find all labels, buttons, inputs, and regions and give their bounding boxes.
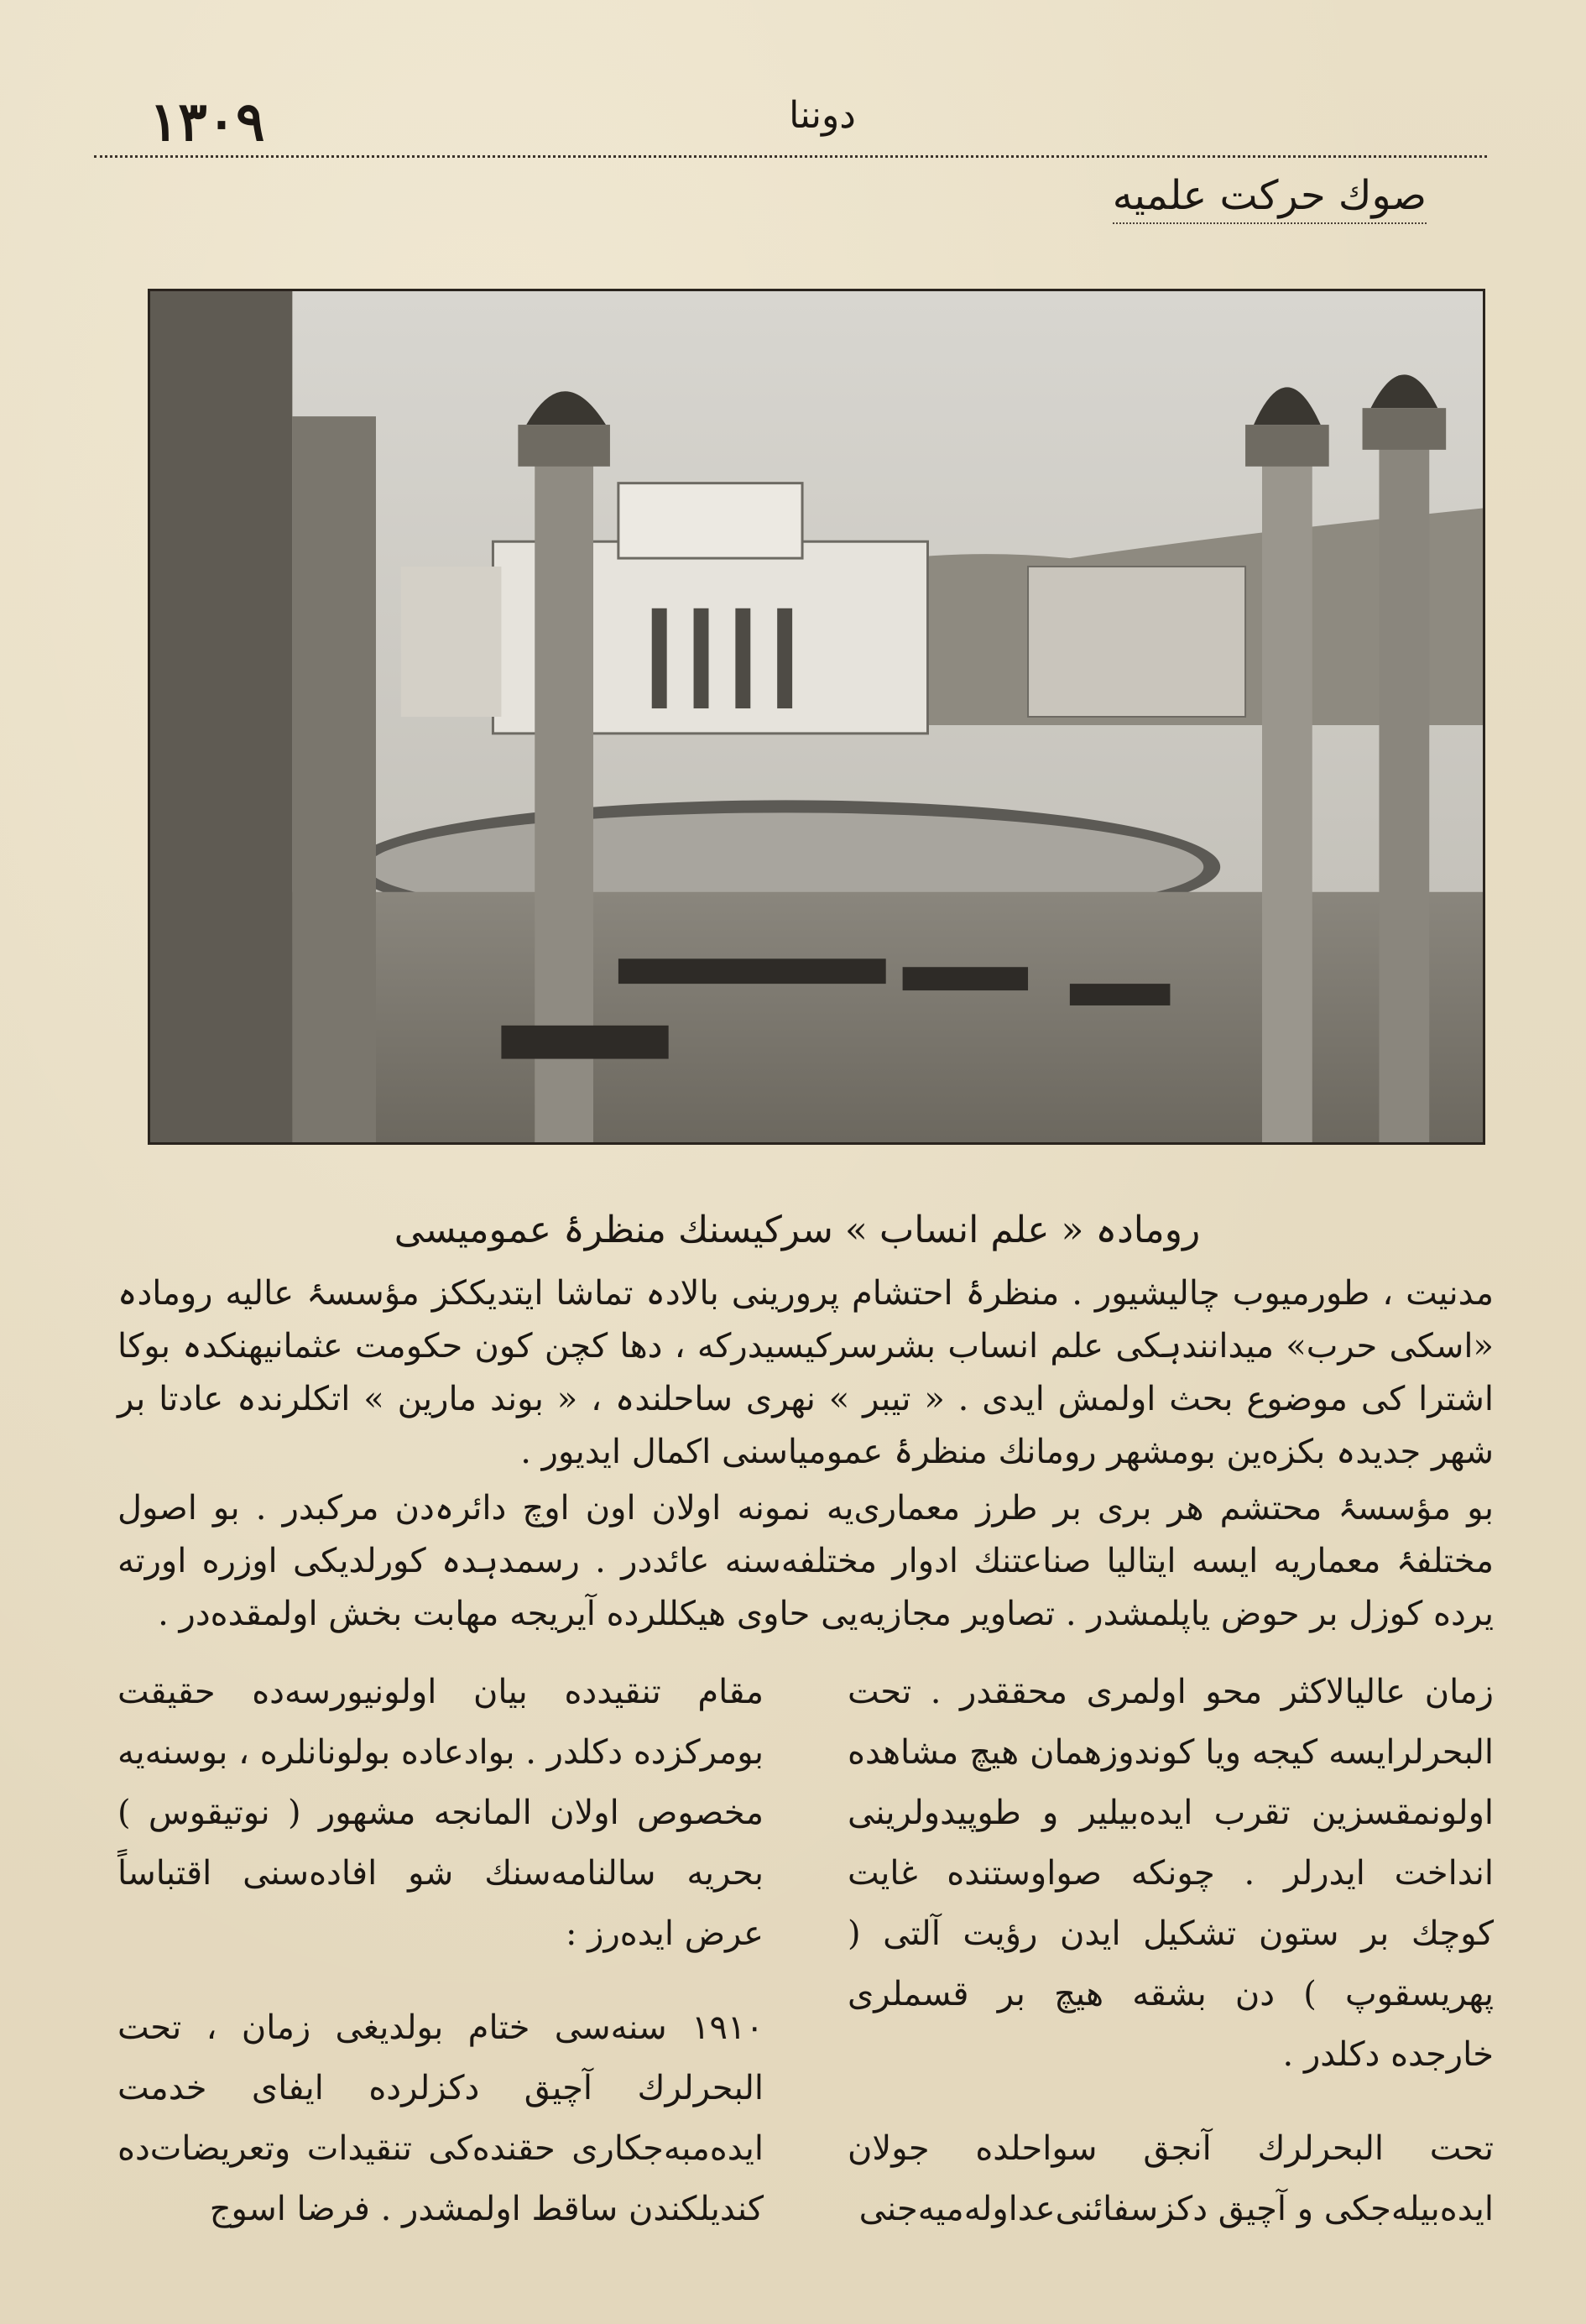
photo-illustration [150,291,1483,1142]
column-paragraph: ١٩١٠ سنه‌سی ختام بولدیغی زمان ، تحت البحرلرك آچیق دکزلرده ایفای خدمت ایده‌مبه‌جکاری حقنده‌کی تنقیدات وتعریضات‌ده کندیلکندن ساقط اولمشدر . فرضا اسوج [117,2008,764,2228]
paragraph-text: مدنیت ، طورمیوب چالیشیور . منظرۂ احتشام پرورینی بالادہ تماشا ایتدیککز مؤسسۂ عالیه رومادہ «اسکی حرب» میدانندہکی علم انساب بشرسرکیسیدرکه ، دها کچن کون حکومت عثمانیهنكدہ بوكا اشترا كی موضوع بحث اولمش ایدی . « تیبر » نهری ساحلندہ ، « بوند مارین » اتکلرندہ عادتا بر شهر جدیدہ بکزه‌ین بومشهر رومانك منظرۂ عمومیاسنی اکمال ایدیور . [117,1274,1494,1471]
column-right [848,1662,1494,2239]
page-number: ١٣٠٩ [149,91,265,154]
photo-caption: رومادہ « علم انساب » سرکیسنك منظرۂ عمومیسی [394,1209,1201,1251]
running-title: دوننا [789,94,856,137]
exhibition-photo [148,289,1485,1145]
section-title: صوك حركت علميه [1112,172,1427,219]
column-paragraph: مقام تنقیدده بیان اولونیورسه‌ده حقیقت بومرکزده دکلدر . بوادعاده بولونانلره ، بوسنه‌یه مخصوص اولان المانجه مشهور ( نوتیقوس ) بحریه سالنامه‌سنك شو افاده‌سنی اقتباساً عرض ایده‌رز : [117,1673,764,1953]
paragraph-text: بو مؤسسۂ محتشم هر بری بر طرز معماری‌یه نمونه اولان اون اوچ دائرہ‌دن مرکبدر . بو اصول مختلفۂ معماریه ایسه ایتالیا صناعتنك ادوار مختلفه‌سنه عائددر . رسمدہدہ کورلدیکی اوزره اورته یرده کوزل بر حوض یاپلمشدر . تصاویر مجازیه‌یی حاوی هیکللرده آیریجه مهابت بخش اولمقده‌در . [117,1489,1494,1633]
paragraph-2 [117,1482,1494,1641]
header-divider [94,155,1487,158]
paragraph-1 [117,1267,1494,1479]
column-paragraph: زمان عالیالاکثر محو اولمری محققدر . تحت البحرلرایسه کیجه ویا کوندوزهمان هیچ مشاهده اولونمقسزین تقرب ایده‌بیلیر و طوپیدولرینی انداخت ایدرلر . چونکه صواوستنده غایت کوچك بر ستون تشکیل ایدن رؤیت آلتی ( پهریسقوپ ) دن بشقه هیچ بر قسملری خارجده دکلدر . [848,1673,1494,2074]
column-paragraph: تحت البحرلرك آنجق سواحلده جولان ایده‌بیله‌جکی و آچیق دکزسفائنی‌عداوله‌میه‌جنی [848,2129,1494,2228]
column-left [117,1662,764,2239]
